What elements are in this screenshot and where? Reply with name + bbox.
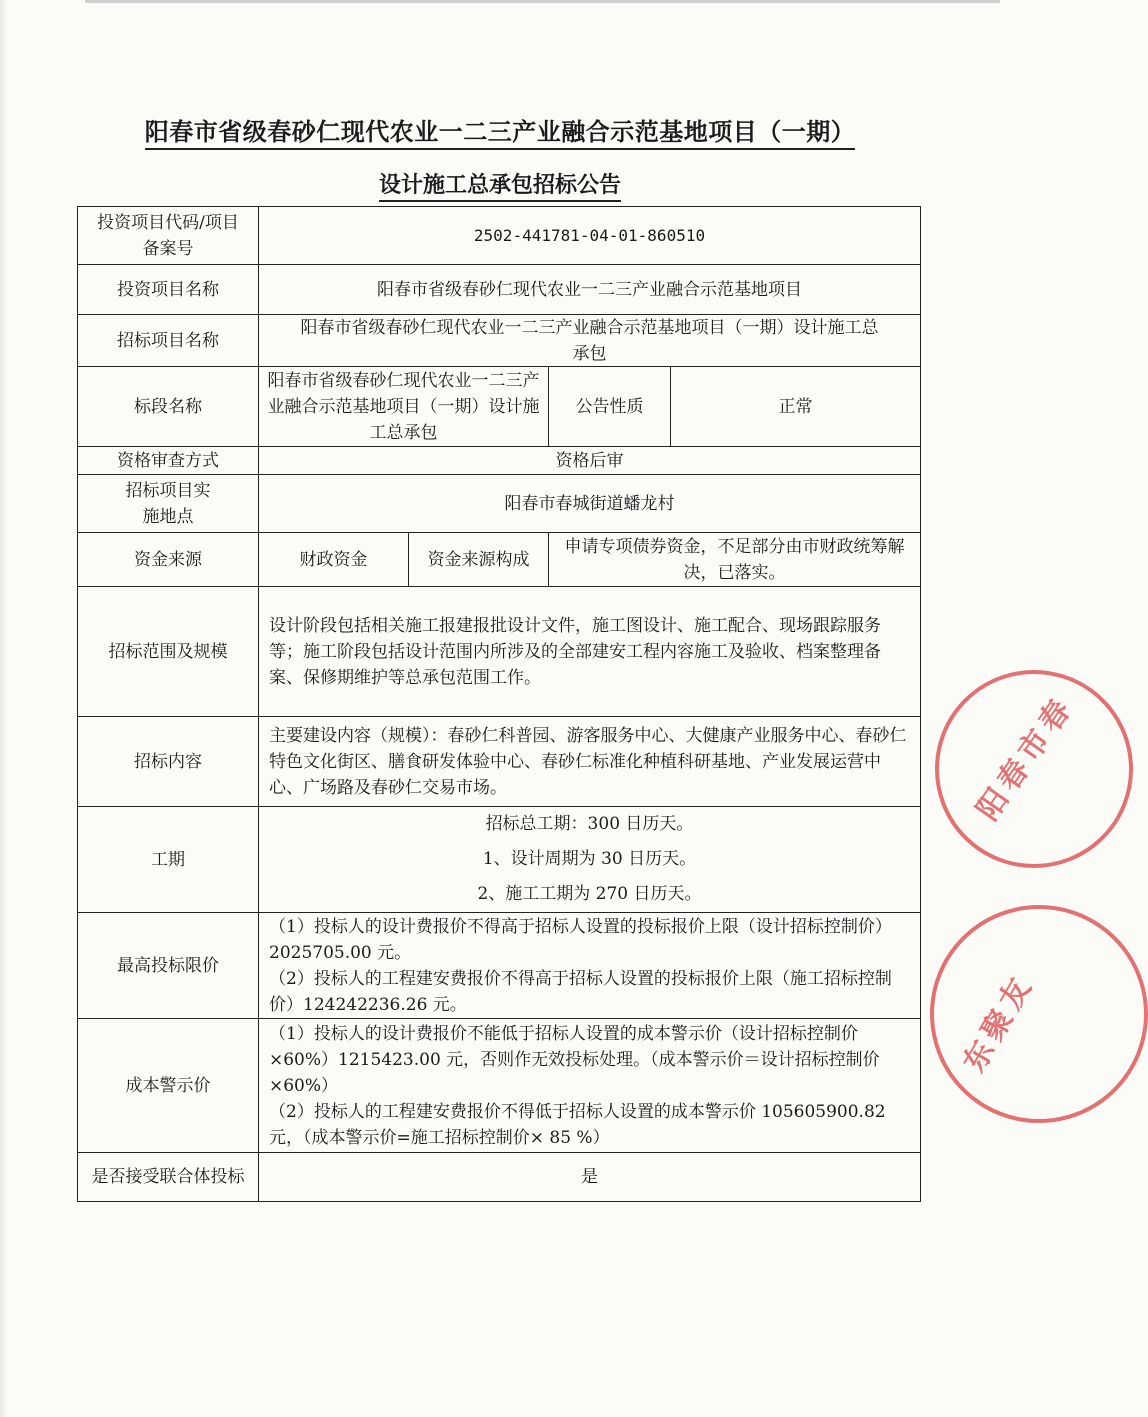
label-location: 招标项目实施地点: [125, 480, 211, 527]
title-line-2: 设计施工总承包招标公告: [0, 168, 1000, 199]
label-review: 资格审查方式: [117, 450, 219, 471]
row-project-code: [78, 206, 920, 264]
row-max-price: [78, 912, 920, 1018]
cost-warning-design: （1）投标人的设计费报价不能低于招标人设置的成本警示价（设计招标控制价×60%）1215423.00 元，否则作无效投标处理。（成本警示价＝设计招标控制价×60%）: [269, 1023, 880, 1096]
label-cost-warning: 成本警示价: [125, 1075, 211, 1096]
value-content: 主要建设内容（规模）：春砂仁科普园、游客服务中心、大健康产业服务中心、春砂仁特色文化街区、膳食研发体验中心、春砂仁标准化种植科研基地、产业发展运营中心、广场路及春砂仁交易市场。: [258, 717, 920, 806]
cost-warning-construction: （2）投标人的工程建安费报价不得低于招标人设置的成本警示价 105605900.82 元，（成本警示价=施工招标控制价× 85 %）: [269, 1101, 886, 1148]
scan-top-line: [85, 0, 1000, 3]
row-project-name: [78, 264, 920, 314]
max-price-design: （1）投标人的设计费报价不得高于招标人设置的投标报价上限（设计招标控制价）2025705.00 元。: [269, 916, 892, 963]
row-consortium: [78, 1152, 920, 1202]
label-section: 标段名称: [134, 396, 202, 417]
row-scope: [78, 586, 920, 716]
max-price-construction: （2）投标人的工程建安费报价不得高于招标人设置的投标报价上限（施工招标控制价）124242236.26 元。: [269, 968, 892, 1015]
row-content: [78, 716, 920, 806]
row-review: [78, 446, 920, 474]
value-funding-composition: 申请专项债券资金，不足部分由市财政统筹解决，已落实。: [548, 533, 920, 586]
value-bid-name: 阳春市省级春砂仁现代农业一二三产业融合示范基地项目（一期）设计施工总承包: [258, 315, 920, 366]
announcement-table: [77, 206, 921, 1202]
period-design: 1、设计周期为 30 日历天。: [482, 849, 697, 869]
label-project-name: 投资项目名称: [117, 279, 219, 300]
label-content: 招标内容: [134, 751, 202, 772]
title-line-1: 阳春市省级春砂仁现代农业一二三产业融合示范基地项目（一期）: [0, 112, 1000, 147]
scan-edge-shadow: [0, 0, 8, 1417]
value-max-price: [258, 913, 920, 1018]
row-section: [78, 366, 920, 446]
label-funding: 资金来源: [134, 549, 202, 570]
value-project-code: 2502-441781-04-01-860510: [258, 207, 920, 264]
red-seal-stamp-2: 东聚友: [930, 905, 1148, 1123]
value-section: 阳春市省级春砂仁现代农业一二三产业融合示范基地项目（一期）设计施工总承包: [258, 367, 548, 446]
label-scope: 招标范围及规模: [108, 641, 228, 662]
period-total: 招标总工期：300 日历天。: [485, 814, 694, 834]
value-cost-warning: [258, 1019, 920, 1152]
row-location: [78, 474, 920, 532]
period-construction: 2、施工工期为 270 日历天。: [477, 884, 702, 904]
value-consortium: 是: [258, 1153, 920, 1201]
red-seal-stamp-1: 阳春市春: [935, 670, 1133, 868]
label-bid-name: 招标项目名称: [117, 330, 219, 351]
value-review: 资格后审: [258, 447, 920, 474]
label-max-price: 最高投标限价: [117, 955, 219, 976]
label-period: 工期: [151, 849, 185, 870]
value-funding: 财政资金: [258, 533, 408, 586]
label-project-code: 投资项目代码/项目备案号: [97, 212, 239, 259]
value-scope: 设计阶段包括相关施工报建报批设计文件，施工图设计、施工配合、现场跟踪服务等；施工阶段包括设计范围内所涉及的全部建安工程内容施工及验收、档案整理备案、保修期维护等总承包范围工作。: [258, 587, 920, 716]
label-consortium: 是否接受联合体投标: [91, 1167, 245, 1187]
row-cost-warning: [78, 1018, 920, 1152]
value-location: 阳春市春城街道蟠龙村: [258, 475, 920, 532]
value-period: [258, 807, 920, 912]
label-funding-composition: 资金来源构成: [408, 533, 548, 586]
value-project-name: 阳春市省级春砂仁现代农业一二三产业融合示范基地项目: [258, 265, 920, 314]
row-funding: [78, 532, 920, 586]
label-nature: 公告性质: [548, 367, 670, 446]
row-bid-name: [78, 314, 920, 366]
value-nature: 正常: [670, 367, 920, 446]
row-period: [78, 806, 920, 912]
